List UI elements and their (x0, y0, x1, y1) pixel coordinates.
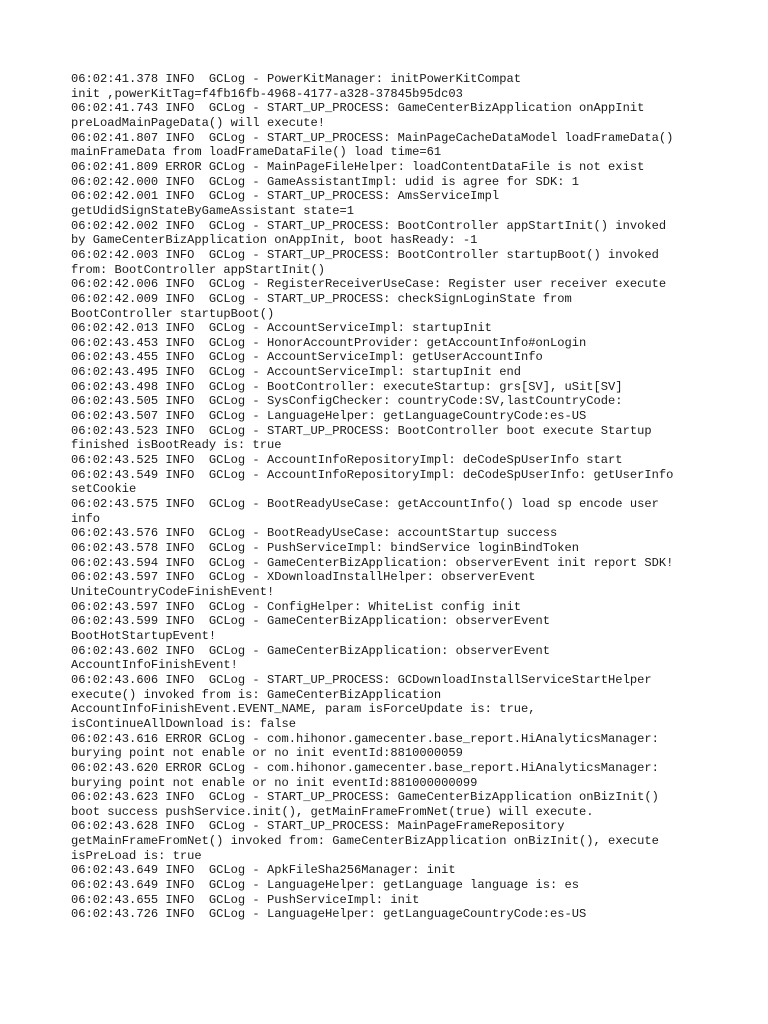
log-line: isContinueAllDownload is: false (71, 716, 296, 731)
log-line: 06:02:43.628 INFO GCLog - START_UP_PROCESS: MainPageFrameRepository (71, 819, 565, 834)
log-line: execute() invoked from is: GameCenterBizApplication (71, 687, 442, 702)
log-line: 06:02:43.649 INFO GCLog - ApkFileSha256Manager: init (71, 863, 456, 878)
log-line: from: BootController appStartInit() (71, 262, 326, 277)
log-line: AccountInfoFinishEvent! (71, 658, 238, 673)
log-line: 06:02:43.578 INFO GCLog - PushServiceImpl: bindService loginBindToken (71, 541, 580, 555)
log-line: 06:02:42.006 INFO GCLog - RegisterReceiverUseCase: Register user receiver execute (71, 277, 667, 292)
log-line: AccountInfoFinishEvent.EVENT_NAME, param isForceUpdate is: true, (71, 702, 536, 717)
log-line: 06:02:43.602 INFO GCLog - GameCenterBizApplication: observerEvent (71, 643, 550, 658)
log-line: 06:02:43.649 INFO GCLog - LanguageHelper: getLanguage language is: es (71, 878, 580, 893)
log-line: 06:02:43.726 INFO GCLog - LanguageHelper: getLanguageCountryCode:es-US (71, 907, 587, 922)
log-line: 06:02:43.549 INFO GCLog - AccountInfoRepositoryImpl: deCodeSpUserInfo: getUserInfo (71, 467, 674, 482)
log-line: 06:02:43.594 INFO GCLog - GameCenterBizApplication: observerEvent init report SDK! (71, 555, 674, 570)
log-line: info (71, 511, 101, 526)
log-line: 06:02:43.453 INFO GCLog - HonorAccountProvider: getAccountInfo#onLogin (71, 335, 587, 350)
log-line: 06:02:41.378 INFO GCLog - PowerKitManager: initPowerKitCompat (71, 72, 521, 86)
log-line: finished isBootReady is: true (71, 438, 282, 453)
log-line: setCookie (71, 482, 137, 497)
log-line: 06:02:42.013 INFO GCLog - AccountServiceImpl: startupInit (71, 321, 492, 336)
log-line: 06:02:43.525 INFO GCLog - AccountInfoRepositoryImpl: deCodeSpUserInfo start (71, 453, 623, 468)
log-line: 06:02:43.576 INFO GCLog - BootReadyUseCase: accountStartup success (71, 526, 558, 541)
log-line: 06:02:42.003 INFO GCLog - START_UP_PROCESS: BootController startupBoot() invoked (71, 247, 659, 262)
log-line: BootHotStartupEvent! (71, 628, 217, 643)
log-line: getUdidSignStateByGameAssistant state=1 (71, 203, 355, 218)
log-line: UniteCountryCodeFinishEvent! (71, 584, 275, 599)
log-line: 06:02:42.002 INFO GCLog - START_UP_PROCESS: BootController appStartInit() invoked (71, 218, 667, 233)
log-line: by GameCenterBizApplication onAppInit, boot hasReady: -1 (71, 233, 478, 248)
log-line: getMainFrameFromNet() invoked from: GameCenterBizApplication onBizInit(), execute (71, 834, 659, 849)
log-line: 06:02:43.623 INFO GCLog - START_UP_PROCESS: GameCenterBizApplication onBizInit() (71, 790, 659, 805)
log-line: mainFrameData from loadFrameDataFile() load time=61 (71, 145, 442, 160)
log-line: 06:02:43.523 INFO GCLog - START_UP_PROCESS: BootController boot execute Startup (71, 423, 652, 438)
log-line: 06:02:43.599 INFO GCLog - GameCenterBizApplication: observerEvent (71, 614, 550, 629)
log-line: 06:02:42.009 INFO GCLog - START_UP_PROCESS: checkSignLoginState from (71, 291, 572, 306)
log-line: 06:02:43.606 INFO GCLog - START_UP_PROCESS: GCDownloadInstallServiceStartHelper (71, 672, 652, 687)
log-line: 06:02:43.597 INFO GCLog - XDownloadInstallHelper: observerEvent (71, 570, 536, 585)
log-line: 06:02:43.507 INFO GCLog - LanguageHelper: getLanguageCountryCode:es-US (71, 409, 587, 424)
log-text-page (71, 72, 711, 922)
log-line: 06:02:43.597 INFO GCLog - ConfigHelper: WhiteList config init (71, 599, 521, 614)
log-line: burying point not enable or no init eventId:881000000099 (71, 775, 478, 790)
log-line: 06:02:41.807 INFO GCLog - START_UP_PROCESS: MainPageCacheDataModel loadFrameData() (71, 130, 674, 145)
log-line: preLoadMainPageData() will execute! (71, 115, 326, 130)
log-line: 06:02:41.809 ERROR GCLog - MainPageFileHelper: loadContentDataFile is not exist (71, 159, 645, 174)
log-line: BootController startupBoot() (71, 306, 275, 321)
log-line: 06:02:43.498 INFO GCLog - BootController: executeStartup: grs[SV], uSit[SV] (71, 379, 623, 394)
log-line: 06:02:43.575 INFO GCLog - BootReadyUseCase: getAccountInfo() load sp encode user (71, 497, 659, 512)
log-line: isPreLoad is: true (71, 848, 202, 863)
log-line: 06:02:43.620 ERROR GCLog - com.hihonor.gamecenter.base_report.HiAnalyticsManager: (71, 760, 659, 775)
log-line: boot success pushService.init(), getMainFrameFromNet(true) will execute. (71, 804, 594, 819)
log-line: 06:02:43.616 ERROR GCLog - com.hihonor.gamecenter.base_report.HiAnalyticsManager: (71, 731, 659, 746)
log-line: 06:02:43.505 INFO GCLog - SysConfigChecker: countryCode:SV,lastCountryCode: (71, 394, 623, 409)
log-line: 06:02:43.655 INFO GCLog - PushServiceImpl: init (71, 892, 420, 907)
log-line: burying point not enable or no init eventId:8810000059 (71, 746, 463, 761)
log-line: 06:02:42.001 INFO GCLog - START_UP_PROCESS: AmsServiceImpl (71, 189, 500, 204)
log-line: init ,powerKitTag=f4fb16fb-4968-4177-a328-37845b95dc03 (71, 86, 463, 101)
log-line: 06:02:43.455 INFO GCLog - AccountServiceImpl: getUserAccountInfo (71, 350, 543, 365)
log-line: 06:02:42.000 INFO GCLog - GameAssistantImpl: udid is agree for SDK: 1 (71, 174, 580, 189)
log-line: 06:02:43.495 INFO GCLog - AccountServiceImpl: startupInit end (71, 365, 521, 380)
log-line: 06:02:41.743 INFO GCLog - START_UP_PROCESS: GameCenterBizApplication onAppInit (71, 101, 645, 116)
